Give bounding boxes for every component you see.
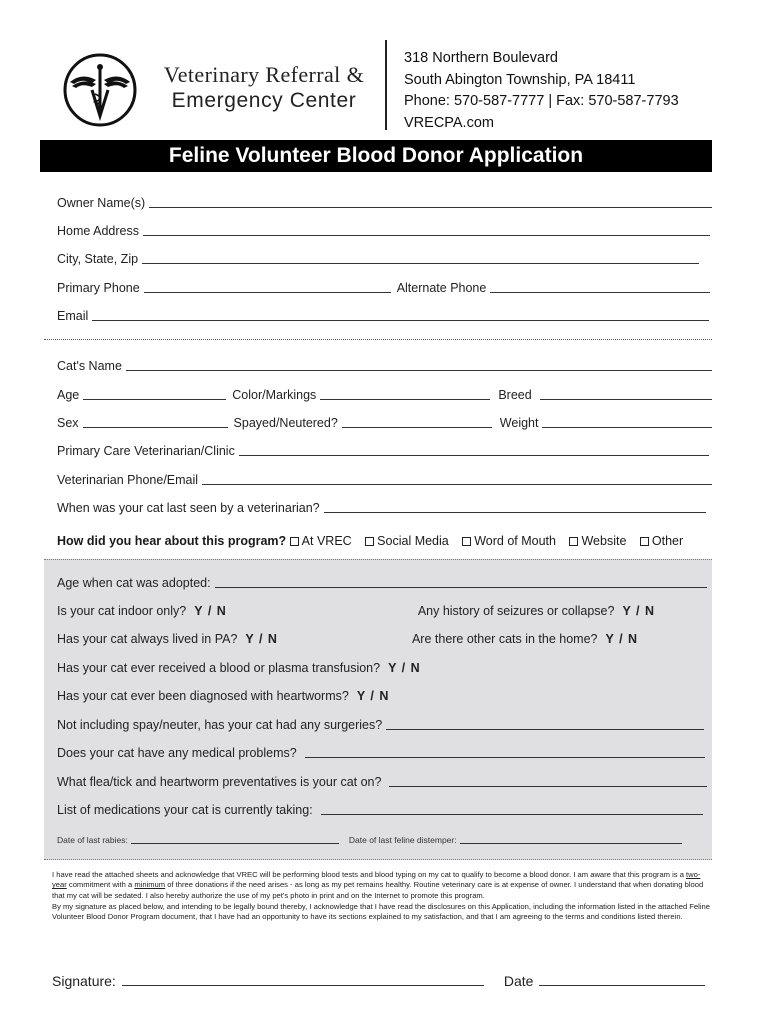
home-address-row (57, 220, 710, 238)
disclaimer-p2: By my signature as placed below, and intending to be legally bound thereby, I acknowledge that I have read the disclosures on this Application, including the information listed in the attached Feline Volunteer Blood Donor Program document, that I have had an opportunity to have its sections explained to my satisfaction, and that I am agreeing to the terms and conditions listed therein. (52, 901, 710, 922)
header-divider (385, 40, 387, 130)
preventatives-field[interactable] (389, 775, 707, 787)
primary-phone-label: Primary Phone (57, 281, 140, 295)
adopted-label: Age when cat was adopted: (57, 576, 211, 590)
option-website[interactable]: Website (569, 534, 626, 548)
checkbox[interactable] (640, 537, 649, 546)
option-at-vrec[interactable]: At VREC (290, 534, 352, 548)
last-seen-label: When was your cat last seen by a veterinarian? (57, 501, 320, 515)
disclaimer (52, 870, 712, 922)
weight-field[interactable] (542, 416, 712, 428)
home-address-label: Home Address (57, 224, 139, 238)
owner-names-row (57, 192, 712, 210)
checkbox[interactable] (462, 537, 471, 546)
heartworms-label: Has your cat ever been diagnosed with heartworms? (57, 689, 349, 703)
medical-field[interactable] (305, 746, 705, 758)
preventatives-row (57, 771, 707, 789)
address-line2: South Abington Township, PA 18411 (404, 71, 636, 88)
breed-field[interactable] (540, 388, 712, 400)
primary-phone-field[interactable] (144, 281, 391, 293)
vet-field[interactable] (239, 444, 709, 456)
surgeries-row (57, 714, 704, 732)
vet-phone-row (57, 469, 712, 487)
owner-names-label: Owner Name(s) (57, 196, 146, 210)
signature-field[interactable] (122, 972, 484, 986)
seizures-yn[interactable]: Y / N (622, 604, 655, 618)
surgeries-label: Not including spay/neuter, has your cat had any surgeries? (57, 718, 383, 732)
signature-row (52, 972, 705, 989)
signature-label: Signature: (52, 973, 116, 989)
dates-row (57, 835, 682, 845)
section-divider (44, 339, 712, 340)
checkbox[interactable] (365, 537, 374, 546)
heartworms-row (57, 685, 389, 703)
hear-question: How did you hear about this program? (57, 534, 287, 548)
address-line1: 318 Northern Boulevard (404, 50, 558, 66)
checkbox[interactable] (569, 537, 578, 546)
city-state-zip-label: City, State, Zip (57, 252, 139, 266)
disclaimer-p1: I have read the attached sheets and acknowledge that VREC will be performing blood tests and blood typing on my cat to qualify to become a blood donor. I am aware that this program is a two-year commitment with a minimum of three donations if the need arises - as long as my pet remains healthy. Routine veterinary care is at expense of owner. I understand that when donating blood that my cat will be sedated. I also hereby authorize the use of my pet's photo in print and on the Internet to promote this program. (52, 870, 704, 900)
seizures-label: Any history of seizures or collapse? (417, 604, 615, 618)
vet-label: Primary Care Veterinarian/Clinic (57, 444, 235, 458)
sex-label: Sex (57, 416, 79, 430)
medications-row (57, 799, 703, 817)
spayed-label: Spayed/Neutered? (233, 416, 338, 430)
adopted-field[interactable] (215, 576, 707, 588)
home-address-field[interactable] (143, 224, 710, 236)
option-social-media[interactable]: Social Media (365, 534, 449, 548)
option-word-of-mouth[interactable]: Word of Mouth (462, 534, 556, 548)
rabies-field[interactable] (131, 836, 339, 844)
city-state-zip-field[interactable] (142, 252, 699, 264)
lived-pa-row (57, 628, 638, 646)
org-name (150, 62, 378, 113)
vet-row (57, 440, 709, 458)
distemper-label: Date of last feline distemper: (348, 835, 457, 845)
alternate-phone-field[interactable] (490, 281, 710, 293)
option-other[interactable]: Other (640, 534, 683, 548)
medications-field[interactable] (321, 803, 703, 815)
cat-name-field[interactable] (126, 359, 712, 371)
date-field[interactable] (539, 972, 705, 986)
date-label: Date (503, 973, 534, 989)
sex-field[interactable] (83, 416, 228, 428)
org-name-line2: Emergency Center (171, 89, 357, 112)
email-row (57, 305, 709, 323)
lived-pa-yn[interactable]: Y / N (245, 632, 278, 646)
vet-phone-label: Veterinarian Phone/Email (57, 473, 199, 487)
checkbox[interactable] (290, 537, 299, 546)
age-color-breed-row (57, 384, 712, 402)
lived-pa-label: Has your cat always lived in PA? (57, 632, 238, 646)
medical-label: Does your cat have any medical problems? (57, 746, 297, 760)
header (0, 0, 770, 140)
cat-name-label: Cat's Name (57, 359, 122, 373)
org-name-line1: Veterinary Referral & (163, 62, 365, 87)
weight-label: Weight (499, 416, 539, 430)
spayed-field[interactable] (342, 416, 492, 428)
color-label: Color/Markings (232, 388, 317, 402)
alternate-phone-label: Alternate Phone (396, 281, 487, 295)
adopted-row (57, 572, 707, 590)
owner-names-field[interactable] (149, 196, 712, 208)
email-label: Email (57, 309, 89, 323)
medications-label: List of medications your cat is currently taking: (57, 803, 313, 817)
sex-spayed-weight-row (57, 412, 712, 430)
breed-label: Breed (498, 388, 532, 402)
preventatives-label: What flea/tick and heartworm preventatives is your cat on? (57, 775, 382, 789)
transfusion-yn[interactable]: Y / N (388, 661, 421, 675)
color-field[interactable] (320, 388, 490, 400)
contact-block (404, 48, 679, 134)
email-field[interactable] (92, 309, 709, 321)
medical-row (57, 742, 705, 760)
cat-name-row (57, 355, 712, 373)
age-field[interactable] (83, 388, 226, 400)
website: VRECPA.com (404, 114, 494, 131)
last-seen-field[interactable] (324, 501, 706, 513)
caduceus-v-icon (62, 52, 138, 128)
indoor-row (57, 600, 713, 618)
heartworms-yn[interactable]: Y / N (356, 689, 390, 703)
other-cats-yn[interactable]: Y / N (605, 632, 639, 646)
hear-row (57, 534, 683, 548)
transfusion-label: Has your cat ever received a blood or plasma transfusion? (57, 661, 381, 675)
vet-phone-field[interactable] (202, 473, 712, 485)
rabies-label: Date of last rabies: (57, 835, 128, 845)
page-title: Feline Volunteer Blood Donor Application (40, 140, 712, 172)
age-label: Age (57, 388, 80, 402)
distemper-field[interactable] (460, 836, 682, 844)
city-state-zip-row (57, 248, 699, 266)
other-cats-label: Are there other cats in the home? (411, 632, 598, 646)
last-seen-row (57, 497, 706, 515)
surgeries-field[interactable] (386, 718, 704, 730)
transfusion-row (57, 657, 421, 675)
indoor-label: Is your cat indoor only? (57, 604, 187, 618)
phone-row (57, 277, 710, 295)
indoor-yn[interactable]: Y / N (194, 604, 227, 618)
phone-fax: Phone: 570-587-7777 | Fax: 570-587-7793 (404, 93, 679, 109)
